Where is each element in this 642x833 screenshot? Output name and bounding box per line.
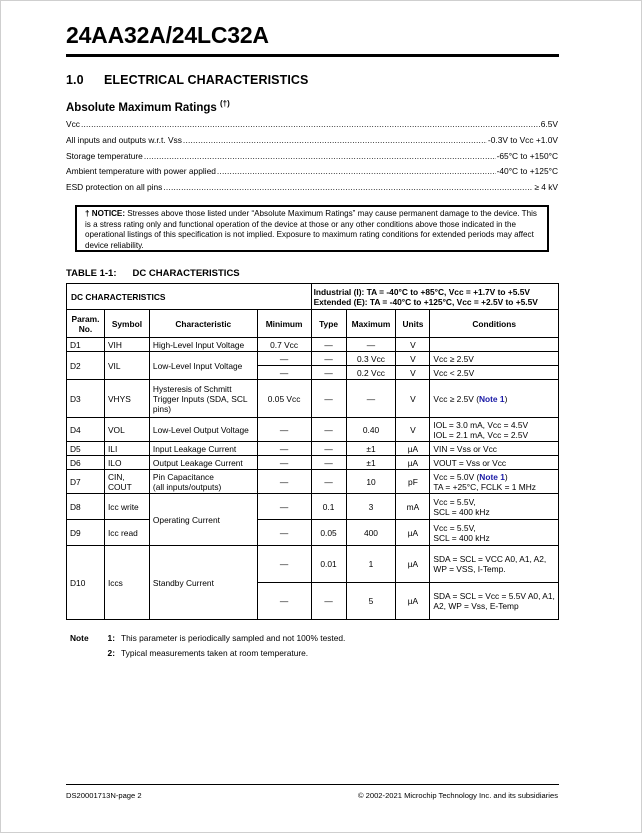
notice-text: Stresses above those listed under “Absolute Maximum Ratings” may cause permanent damage to the device. This is a stress rating only and functional operation of the device at those or any other conditions above those indicated in the operational listings of this specification is not implied. Exposure to maximum rating conditions for extended periods may affect device reliability. <box>85 209 537 250</box>
param-cell: D3 <box>67 380 105 418</box>
symbol-cell: ILO <box>104 456 149 470</box>
characteristic-line: Pin Capacitance <box>152 471 214 482</box>
condition-line <box>433 472 555 482</box>
symbol-cell: VOL <box>104 418 149 442</box>
rating-label: Vcc <box>66 119 80 129</box>
footer-rule <box>66 784 559 785</box>
type-cell: 0.1 <box>311 494 346 520</box>
table-notes <box>70 631 345 660</box>
table-caption <box>66 268 240 279</box>
condition-text-end: ) <box>504 393 508 404</box>
min-cell: — <box>257 546 311 583</box>
min-cell: — <box>257 418 311 442</box>
max-cell: 5 <box>346 583 396 620</box>
extended-label: Extended (E): <box>313 296 368 307</box>
section-heading <box>66 73 308 87</box>
min-cell: — <box>257 583 311 620</box>
table-row <box>67 442 559 456</box>
table-header-conditions <box>67 284 559 310</box>
max-cell: 0.2 Vcc <box>346 366 396 380</box>
dot-leader <box>163 182 533 192</box>
section-title: ELECTRICAL CHARACTERISTICS <box>104 73 309 87</box>
symbol-cell: VIL <box>104 352 149 380</box>
units-cell: mA <box>396 494 430 520</box>
condition-line: TA = +25°C, FCLK = 1 MHz <box>433 481 536 492</box>
units-cell: µA <box>396 546 430 583</box>
section-number: 1.0 <box>66 73 84 87</box>
conditions-cell: Vcc ≥ 2.5V <box>430 352 559 366</box>
param-cell: D2 <box>67 352 105 380</box>
characteristic-line: (all inputs/outputs) <box>152 481 222 492</box>
min-cell: — <box>257 366 311 380</box>
characteristic-cell: Standby Current <box>149 546 257 620</box>
col-conditions: Conditions <box>430 310 559 338</box>
conditions-cell: Vcc < 2.5V <box>430 366 559 380</box>
conditions-cell <box>430 418 559 442</box>
note-item <box>70 631 345 646</box>
table-row <box>67 418 559 442</box>
conditions-cell: SDA = SCL = Vcc = 5.5V A0, A1, A2, WP = Vss, E-Temp <box>430 583 559 620</box>
units-cell: µA <box>396 520 430 546</box>
note-label: Note <box>70 633 89 643</box>
title-rule <box>66 54 559 57</box>
characteristic-cell <box>149 470 257 494</box>
units-cell: V <box>396 366 430 380</box>
characteristic-cell: Low-Level Input Voltage <box>149 352 257 380</box>
dot-leader <box>217 166 496 176</box>
min-cell: — <box>257 470 311 494</box>
table-row <box>67 352 559 366</box>
note-item <box>70 646 345 661</box>
characteristic-cell: High-Level Input Voltage <box>149 338 257 352</box>
page-title: 24AA32A/24LC32A <box>66 22 269 48</box>
max-cell: 0.3 Vcc <box>346 352 396 366</box>
condition-line: Vcc = 5.5V, <box>433 496 476 507</box>
extended-range <box>314 297 555 307</box>
conditions-cell: SDA = SCL = VCC A0, A1, A2, WP = VSS, I-Temp. <box>430 546 559 583</box>
col-maximum: Maximum <box>346 310 396 338</box>
col-characteristic: Characteristic <box>149 310 257 338</box>
rating-value: 6.5V <box>540 119 558 129</box>
param-cell: D7 <box>67 470 105 494</box>
rating-value: -40°C to +125°C <box>496 166 558 177</box>
max-cell: 10 <box>346 470 396 494</box>
units-cell: V <box>396 352 430 366</box>
rating-row <box>66 119 558 135</box>
param-cell: D1 <box>67 338 105 352</box>
units-cell: pF <box>396 470 430 494</box>
rating-label: All inputs and outputs w.r.t. Vss <box>66 134 182 145</box>
table-caption-name: DC CHARACTERISTICS <box>132 268 240 279</box>
table-row <box>67 380 559 418</box>
max-cell: ±1 <box>346 442 396 456</box>
units-cell: V <box>396 418 430 442</box>
characteristic-cell: Hysteresis of Schmitt Trigger Inputs (SDA, SCL pins) <box>149 380 257 418</box>
condition-text: Vcc = 5.0V ( <box>433 471 480 482</box>
type-cell: — <box>311 456 346 470</box>
col-symbol: Symbol <box>104 310 149 338</box>
notice-box <box>75 205 549 252</box>
type-cell: — <box>311 470 346 494</box>
conditions-cell <box>430 494 559 520</box>
max-cell: — <box>346 338 396 352</box>
max-cell: ±1 <box>346 456 396 470</box>
conditions-cell: VIN = Vss or Vcc <box>430 442 559 456</box>
type-cell: 0.05 <box>311 520 346 546</box>
dot-leader <box>81 119 540 129</box>
symbol-line: COUT <box>107 481 132 492</box>
units-cell: V <box>396 338 430 352</box>
industrial-range <box>314 287 555 297</box>
rating-label: Ambient temperature with power applied <box>66 166 216 177</box>
symbol-cell: Iccs <box>104 546 149 620</box>
param-cell: D6 <box>67 456 105 470</box>
min-cell: — <box>257 456 311 470</box>
condition-line: SCL = 400 kHz <box>433 506 490 517</box>
conditions-cell <box>430 338 559 352</box>
characteristic-cell: Output Leakage Current <box>149 456 257 470</box>
extended-value: TA = -40°C to +125°C, Vcc = +2.5V to +5.5V <box>369 296 538 307</box>
symbol-cell: ILI <box>104 442 149 456</box>
industrial-value: TA = -40°C to +85°C, Vcc = +1.7V to +5.5V <box>366 286 530 297</box>
footer-copyright: © 2002-2021 Microchip Technology Inc. and its subsidiaries <box>357 791 558 800</box>
condition-line: IOL = 3.0 mA, Vcc = 4.5V <box>433 419 529 430</box>
table-column-headers <box>67 310 559 338</box>
param-cell: D9 <box>67 520 105 546</box>
industrial-label: Industrial (I): <box>313 286 365 297</box>
characteristic-cell: Operating Current <box>149 494 257 546</box>
rating-row <box>66 166 558 182</box>
type-cell: — <box>311 583 346 620</box>
rating-row <box>66 151 558 167</box>
min-cell: — <box>257 352 311 366</box>
table-row <box>67 494 559 520</box>
units-cell: V <box>396 380 430 418</box>
type-cell: — <box>311 338 346 352</box>
col-type: Type <box>311 310 346 338</box>
rating-value: -65°C to +150°C <box>496 150 558 161</box>
symbol-cell: VHYS <box>104 380 149 418</box>
characteristic-cell: Low-Level Output Voltage <box>149 418 257 442</box>
col-param: Param. No. <box>67 310 105 338</box>
rating-row <box>66 135 558 151</box>
min-cell: — <box>257 494 311 520</box>
note-1-link[interactable]: Note 1 <box>479 471 505 482</box>
max-cell: 400 <box>346 520 396 546</box>
dc-characteristics-table <box>66 283 559 620</box>
max-cell: 1 <box>346 546 396 583</box>
param-cell: D5 <box>67 442 105 456</box>
note-number: 1: <box>107 633 115 643</box>
condition-text-end: ) <box>504 471 508 482</box>
symbol-line: CIN, <box>107 471 125 482</box>
min-cell: — <box>257 520 311 546</box>
rating-label: Storage temperature <box>66 150 143 161</box>
col-units: Units <box>396 310 430 338</box>
rating-row <box>66 182 558 198</box>
type-cell: — <box>311 366 346 380</box>
condition-line: SCL = 400 kHz <box>433 532 490 543</box>
footer-page-id: DS20001713N-page 2 <box>66 791 142 800</box>
max-cell: 3 <box>346 494 396 520</box>
symbol-cell: Icc write <box>104 494 149 520</box>
col-minimum: Minimum <box>257 310 311 338</box>
type-cell: — <box>311 352 346 366</box>
symbol-cell: VIH <box>104 338 149 352</box>
table-row <box>67 470 559 494</box>
min-cell: 0.7 Vcc <box>257 338 311 352</box>
symbol-cell: Icc read <box>104 520 149 546</box>
table-title-cell: DC CHARACTERISTICS <box>67 284 312 310</box>
conditions-cell <box>430 380 559 418</box>
type-cell: 0.01 <box>311 546 346 583</box>
note-number: 2: <box>107 647 115 658</box>
units-cell: µA <box>396 583 430 620</box>
table-row <box>67 546 559 583</box>
type-cell: — <box>311 380 346 418</box>
units-cell: µA <box>396 442 430 456</box>
symbol-cell <box>104 470 149 494</box>
type-cell: — <box>311 418 346 442</box>
characteristic-cell: Input Leakage Current <box>149 442 257 456</box>
param-cell: D4 <box>67 418 105 442</box>
abs-max-title: Absolute Maximum Ratings <box>66 101 217 114</box>
conditions-cell <box>430 520 559 546</box>
max-cell: 0.40 <box>346 418 396 442</box>
table-row <box>67 338 559 352</box>
condition-line: IOL = 2.1 mA, Vcc = 2.5V <box>433 429 529 440</box>
min-cell: 0.05 Vcc <box>257 380 311 418</box>
table-caption-id: TABLE 1-1: <box>66 268 117 279</box>
rating-value: ≥ 4 kV <box>534 182 558 193</box>
table-row <box>67 520 559 546</box>
param-cell: D8 <box>67 494 105 520</box>
note-text: Typical measurements taken at room temperature. <box>121 647 309 658</box>
note-1-link[interactable]: Note 1 <box>478 393 505 404</box>
table-row <box>67 456 559 470</box>
condition-text: Vcc ≥ 2.5V ( <box>433 393 479 404</box>
min-cell: — <box>257 442 311 456</box>
type-cell: — <box>311 442 346 456</box>
abs-max-heading <box>66 99 230 114</box>
rating-label: ESD protection on all pins <box>66 182 163 193</box>
max-cell: — <box>346 380 396 418</box>
conditions-cell: VOUT = Vss or Vcc <box>430 456 559 470</box>
note-text: This parameter is periodically sampled and not 100% tested. <box>121 633 346 643</box>
param-cell: D10 <box>67 546 105 620</box>
units-cell: µA <box>396 456 430 470</box>
rating-value: -0.3V to Vcc +1.0V <box>487 134 558 145</box>
dot-leader <box>144 151 496 161</box>
dagger-mark: (†) <box>220 99 230 108</box>
dot-leader <box>183 135 487 145</box>
condition-line: Vcc = 5.5V, <box>433 522 476 533</box>
operating-conditions <box>311 284 558 310</box>
conditions-cell <box>430 470 559 494</box>
notice-label: † NOTICE: <box>85 209 126 218</box>
abs-max-list <box>66 119 558 198</box>
